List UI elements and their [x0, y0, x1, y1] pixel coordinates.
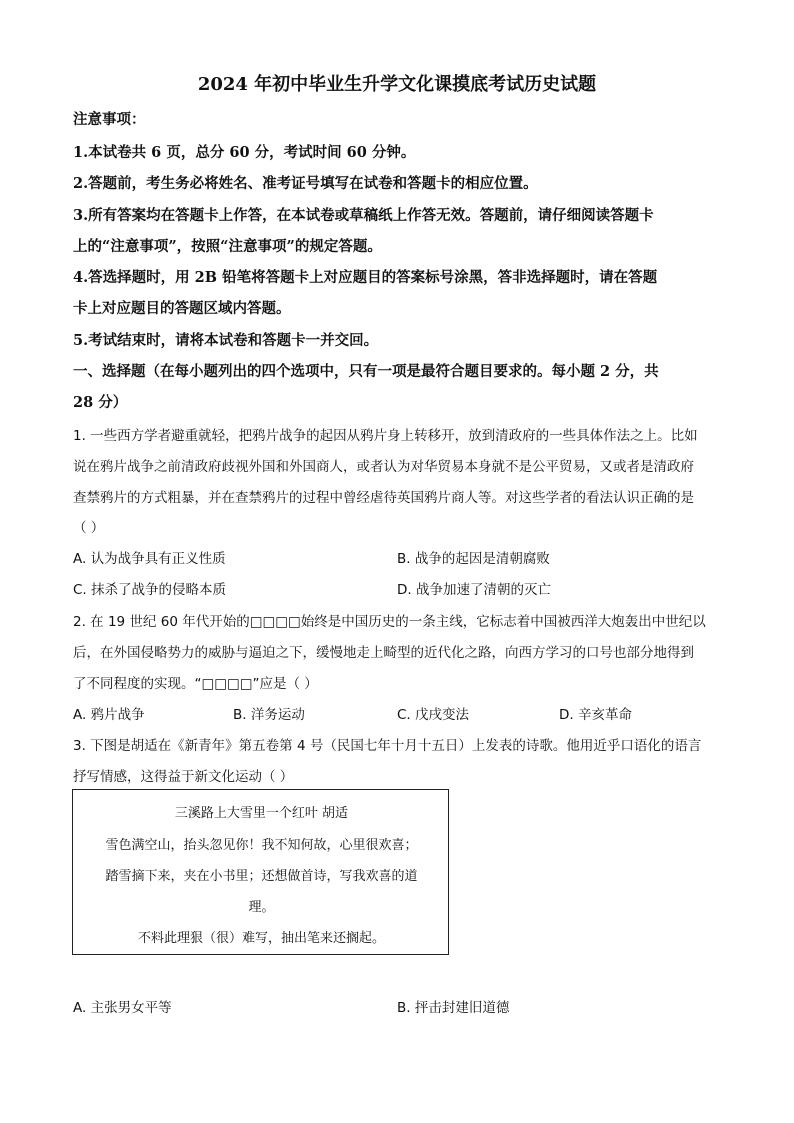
q2-option-d: D. 辛亥革命 [559, 707, 632, 723]
exam-title: 2024 年初中毕业生升学文化课摸底考试历史试题 [197, 74, 597, 95]
notice-item-2: 2.答题前，考生务必将姓名、准考证号填写在试卷和答题卡的相应位置。 [73, 175, 538, 192]
notice-item-4-cont: 卡上对应题目的答题区域内答题。 [73, 300, 291, 317]
q1-stem-line: 1. 一些西方学者避重就轻，把鸦片战争的起因从鸦片身上转移开，放到清政府的一些具体作法之上。比如 [73, 428, 698, 444]
q3-stem-line: 3. 下图是胡适在《新青年》第五卷第 4 号（民国七年十月十五日）上发表的诗歌。他用近乎口语化的语言 [73, 738, 702, 754]
q2-option-c: C. 戊戌变法 [397, 707, 470, 723]
notice-heading: 注意事项： [73, 111, 146, 128]
poem-title: 三溪路上大雪里一个红叶 胡适 [174, 806, 349, 821]
poem-line: 理。 [248, 900, 275, 915]
notice-item-3-cont: 上的“注意事项”，按照“注意事项”的规定答题。 [73, 238, 382, 255]
notice-item-3: 3.所有答案均在答题卡上作答，在本试卷或草稿纸上作答无效。答题前，请仔细阅读答题卡 [73, 207, 654, 224]
section-heading-cont: 28 分） [73, 394, 128, 411]
q2-stem-line: 2. 在 19 世纪 60 年代开始的□□□□始终是中国历史的一条主线，它标志着中国被西洋大炮轰出中世纪以 [73, 614, 706, 630]
section-heading: 一、选择题（在每小题列出的四个选项中，只有一项是最符合题目要求的。每小题 2 分，共 [73, 363, 659, 380]
q1-option-d: D. 战争加速了清朝的灭亡 [397, 582, 551, 598]
poem-line: 踏雪摘下来，夹在小书里；还想做首诗，写我欢喜的道 [105, 869, 418, 884]
poem-line: 雪色满空山，抬头忽见你！我不知何故，心里很欢喜； [105, 838, 418, 853]
q3-option-b: B. 抨击封建旧道德 [397, 1000, 510, 1016]
q1-option-c: C. 抹杀了战争的侵略本质 [73, 582, 227, 598]
poem-line: 不料此理狠（很）难写，抽出笔来还搁起。 [137, 931, 385, 946]
notice-item-5: 5.考试结束时，请将本试卷和答题卡一并交回。 [73, 332, 379, 349]
q2-stem-line: 了不同程度的实现。“□□□□”应是（ ） [73, 676, 318, 692]
q1-option-b: B. 战争的起因是清朝腐败 [397, 551, 550, 567]
q3-option-a: A. 主张男女平等 [73, 1000, 172, 1016]
q3-stem-line: 抒写情感，这得益于新文化运动（ ） [73, 769, 294, 785]
q2-stem-line: 后，在外国侵略势力的威胁与逼迫之下，缓慢地走上畸型的近代化之路，向西方学习的口号也部分地得到 [73, 645, 694, 661]
q1-stem-line: 查禁鸦片的方式粗暴，并在查禁鸦片的过程中曾经虐待英国鸦片商人等。对这些学者的看法认识正确的是 [73, 490, 694, 506]
q1-answer-blank: （ ） [73, 520, 105, 536]
poem-box [72, 789, 449, 955]
notice-item-4: 4.答选择题时，用 2B 铅笔将答题卡上对应题目的答案标号涂黑，答非选择题时，请在答题 [73, 269, 658, 286]
q1-stem-line: 说在鸦片战争之前清政府歧视外国和外国商人，或者认为对华贸易本身就不是公平贸易，又或者是清政府 [73, 459, 694, 475]
q2-option-b: B. 洋务运动 [233, 707, 305, 723]
q1-option-a: A. 认为战争具有正义性质 [73, 551, 226, 567]
q2-option-a: A. 鸦片战争 [73, 707, 145, 723]
notice-item-1: 1.本试卷共 6 页，总分 60 分，考试时间 60 分钟。 [73, 144, 416, 161]
